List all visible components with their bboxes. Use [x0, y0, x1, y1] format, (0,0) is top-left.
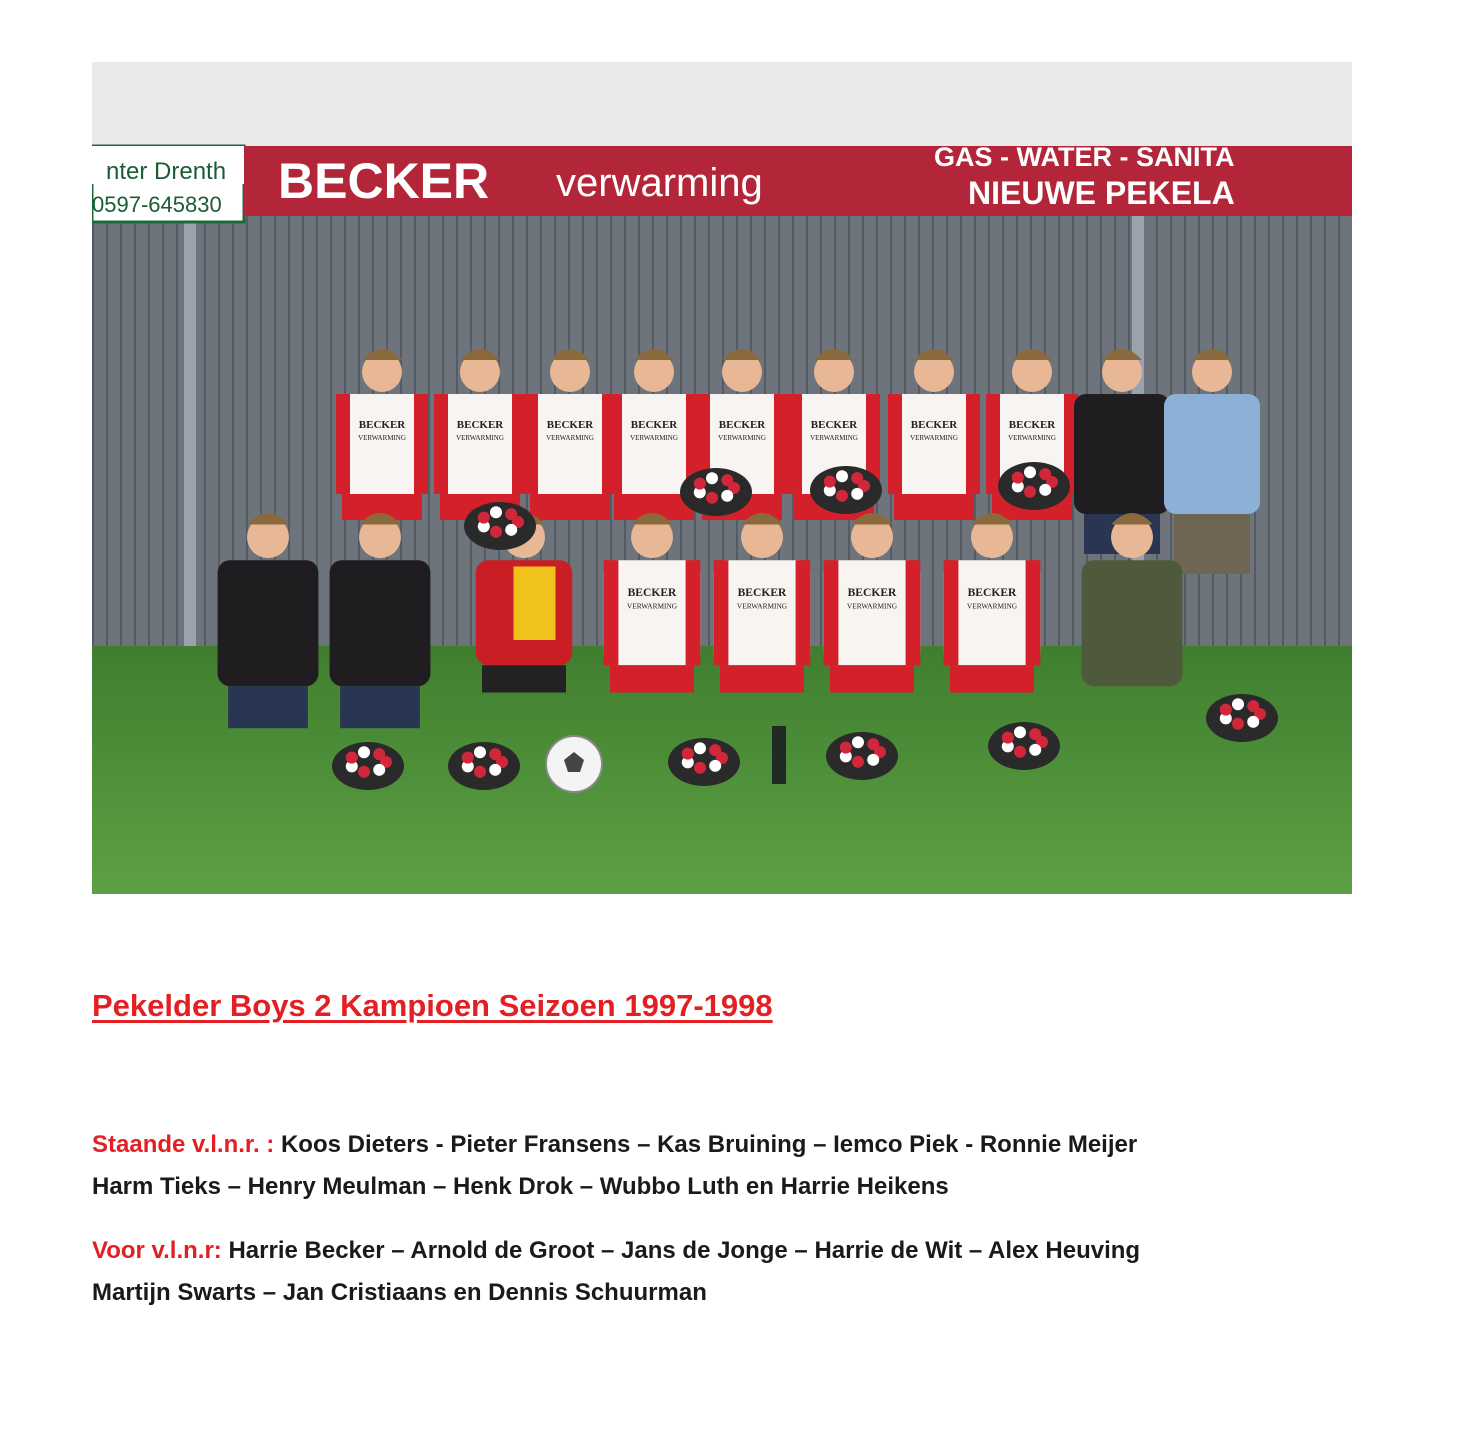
shirt-text: BECKER — [358, 419, 406, 431]
sponsor-banner-main — [244, 146, 849, 216]
flower-bouquet — [1206, 694, 1278, 742]
sponsor-right-line1: GAS - WATER - SANITA — [934, 142, 1235, 172]
shirt-text: VERWARMING — [456, 434, 504, 442]
shirt-text: VERWARMING — [626, 601, 678, 611]
shirt-text: BECKER — [847, 586, 897, 599]
page-title: Pekelder Boys 2 Kampioen Seizoen 1997-1998 — [92, 988, 773, 1023]
shirt-text: VERWARMING — [358, 434, 406, 442]
caption-front-label: Voor v.l.n.r: — [92, 1237, 222, 1264]
shirt-text: BECKER — [627, 586, 677, 599]
sponsor-banner-right — [849, 142, 1352, 216]
shirt-text: BECKER — [630, 419, 678, 431]
shirt-text: VERWARMING — [1008, 434, 1056, 442]
caption-standing-line2: Harm Tieks – Henry Meulman – Henk Drok – Wubbo Luth en Harrie Heikens — [92, 1173, 949, 1200]
shirt-text: BECKER — [910, 419, 958, 431]
flower-bouquet — [332, 742, 404, 790]
shirt-text: VERWARMING — [810, 434, 858, 442]
shirt-text: VERWARMING — [846, 601, 898, 611]
shirt-text: BECKER — [737, 586, 787, 599]
team-photo-illustration — [92, 62, 1352, 894]
flower-bouquet — [668, 738, 740, 786]
sponsor-main: BECKER — [278, 153, 490, 209]
caption-standing-line1: Koos Dieters - Pieter Fransens – Kas Bruining – Iemco Piek - Ronnie Meijer — [280, 1131, 1138, 1158]
flower-bouquet — [464, 502, 536, 550]
shirt-text: VERWARMING — [546, 434, 594, 442]
shirt-text: BECKER — [546, 419, 594, 431]
flower-bouquet — [448, 742, 520, 790]
shirt-text: BECKER — [810, 419, 858, 431]
sponsor-main-sub: verwarming — [556, 161, 763, 205]
caption-front-line2: Martijn Swarts – Jan Cristiaans en Dennis Schuurman — [92, 1279, 707, 1306]
flower-bouquet — [998, 462, 1070, 510]
champagne-bottle — [772, 726, 786, 784]
shirt-text: VERWARMING — [910, 434, 958, 442]
shirt-text: BECKER — [1008, 419, 1056, 431]
flower-bouquet — [680, 468, 752, 516]
shirt-text: VERWARMING — [966, 601, 1018, 611]
shirt-text: BECKER — [718, 419, 766, 431]
sponsor-right-line2: NIEUWE PEKELA — [968, 175, 1235, 211]
caption-standing — [92, 1124, 1372, 1208]
flower-bouquet — [988, 722, 1060, 770]
sponsor-left-line1: nter Drenth — [106, 158, 227, 185]
sponsor-left-line2: 0597-645830 — [92, 192, 222, 217]
team-photo — [92, 62, 1352, 894]
shirt-text: VERWARMING — [630, 434, 678, 442]
shirt-text: VERWARMING — [718, 434, 766, 442]
flower-bouquet — [810, 466, 882, 514]
football — [546, 736, 602, 792]
flower-bouquet — [826, 732, 898, 780]
shirt-text: BECKER — [967, 586, 1017, 599]
caption-front — [92, 1230, 1372, 1314]
caption-front-line1: Harrie Becker – Arnold de Groot – Jans de Jonge – Harrie de Wit – Alex Heuving — [228, 1237, 1141, 1264]
shirt-text: VERWARMING — [736, 601, 788, 611]
sponsor-banner-left — [92, 146, 244, 222]
shirt-text: BECKER — [456, 419, 504, 431]
caption-standing-label: Staande v.l.n.r. : — [92, 1131, 275, 1158]
